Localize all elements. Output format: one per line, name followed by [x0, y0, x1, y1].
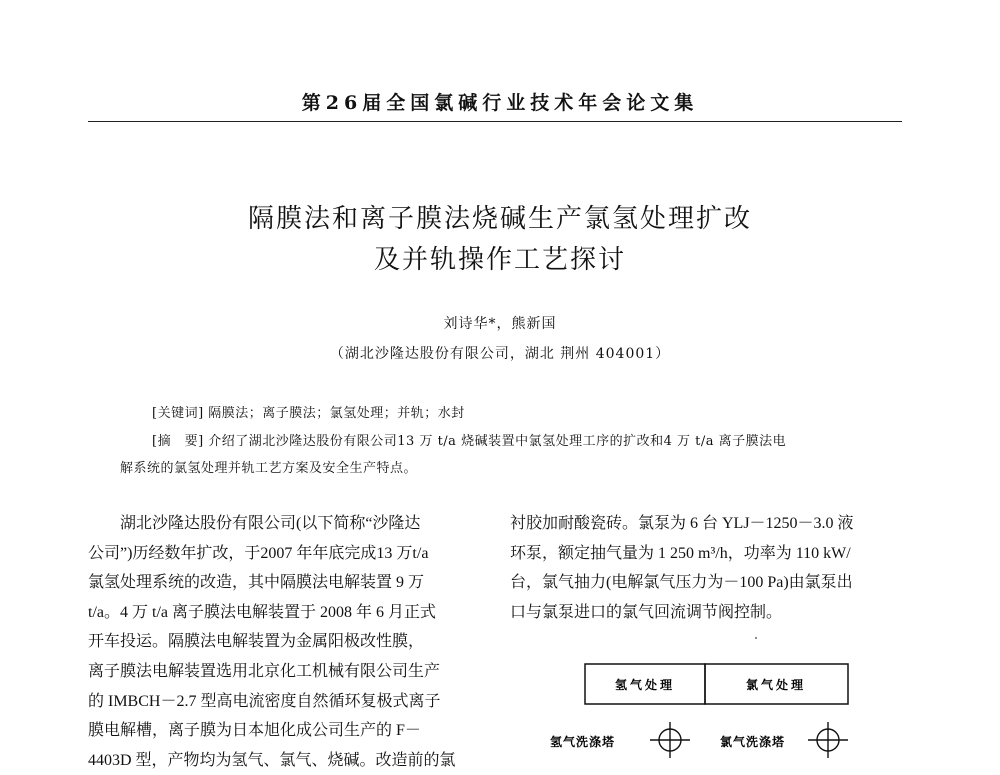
- abstract-line-2: 解系统的氯氢处理并轨工艺方案及安全生产特点。: [120, 461, 418, 476]
- body-line: 台，氯气抽力(电解氯气压力为－100 Pa)由氯泵出: [510, 574, 853, 592]
- body-line: 开车投运。隔膜法电解装置为金属阳极改性膜，: [88, 633, 425, 651]
- hydrogen-scrubber-symbol: [650, 722, 690, 758]
- body-line: 的 IMBCH－2.7 型高电流密度自然循环复极式离子: [88, 692, 441, 710]
- hydrogen-scrubber-label: 氢气洗涤塔: [550, 735, 616, 749]
- body-line: 口与氯泵进口的氯气回流调节阀控制。: [510, 603, 783, 621]
- authors: 刘诗华*，熊新国: [443, 316, 557, 332]
- paper-title-line-2: 及并轨操作工艺探讨: [373, 245, 626, 275]
- body-right-column: [510, 509, 910, 627]
- abstract-line-1: [摘 要] 介绍了湖北沙隆达股份有限公司13 万 t/a 烧碱装置中氯氢处理工序的扩改和4 万 t/a 离子膜法电: [152, 434, 787, 449]
- body-line: 氯氢处理系统的改造，其中隔膜法电解装置 9 万: [88, 574, 425, 592]
- running-header: 第26届全国氯碱行业技术年会论文集: [301, 92, 699, 114]
- body-line: 湖北沙隆达股份有限公司(以下简称“沙隆达: [120, 515, 421, 532]
- paper-title-line-1: 隔膜法和离子膜法烧碱生产氯氢处理扩改: [247, 204, 752, 234]
- body-line: 膜电解槽，离子膜为日本旭化成公司生产的 F－: [88, 722, 421, 740]
- hydrogen-treatment-label: 氢气处理: [614, 678, 676, 692]
- keywords: [关键词] 隔膜法；离子膜法；氯氢处理；并轨；水封: [152, 406, 465, 421]
- chlorine-treatment-label: 氯气处理: [745, 678, 807, 692]
- body-line: 离子膜法电解装置选用北京化工机械有限公司生产: [88, 662, 441, 680]
- body-line: t/a。4 万 t/a 离子膜法电解装置于 2008 年 6 月正式: [88, 603, 436, 621]
- body-line: 环泵，额定抽气量为 1 250 m³/h，功率为 110 kW/: [510, 544, 851, 562]
- chlorine-scrubber-symbol: [808, 722, 848, 758]
- body-line: 4403D 型，产物均为氢气、氯气、烧碱。改造前的氯: [88, 751, 456, 769]
- header-rule: [88, 121, 902, 122]
- body-left-column: [88, 509, 488, 775]
- scan-speck: [755, 637, 757, 639]
- process-flow-diagram: [545, 660, 905, 760]
- body-line: 衬胶加耐酸瓷砖。氯泵为 6 台 YLJ－1250－3.0 液: [510, 515, 854, 532]
- affiliation: （湖北沙隆达股份有限公司，湖北 荆州 404001）: [329, 346, 671, 362]
- chlorine-scrubber-label: 氯气洗涤塔: [720, 735, 786, 749]
- body-line: 公司”)历经数年扩改，于2007 年年底完成13 万t/a: [88, 544, 429, 562]
